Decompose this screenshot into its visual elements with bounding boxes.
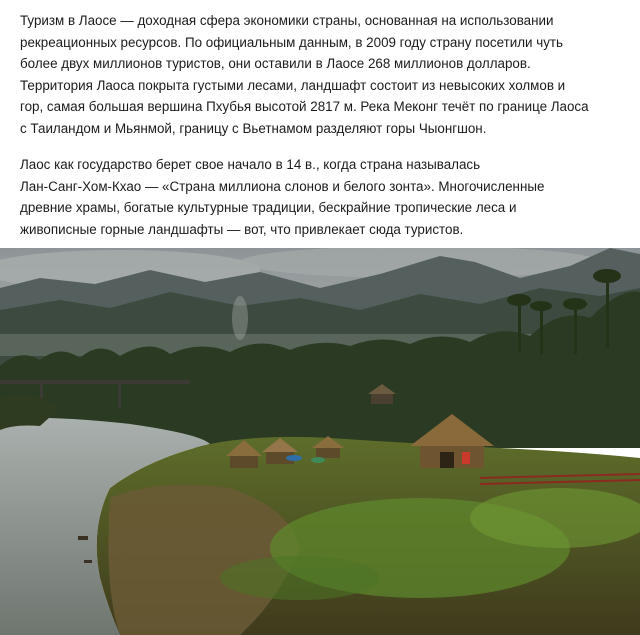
text-line: живописные горные ландшафты — вот, что привлекает сюда туристов. [20, 221, 464, 237]
text-line: Лаос как государство берет свое начало в 14 в., когда страна называлась [20, 157, 481, 172]
paragraph-history [20, 154, 632, 240]
smoke [232, 296, 248, 340]
text-line: древние храмы, богатые культурные традиции, бескрайние тропические леса и [20, 200, 517, 216]
paragraph-tourism [20, 10, 632, 140]
text-line: Территория Лаоса покрыта густыми лесами, ландшафт состоит из невысоких холмов и [20, 77, 566, 93]
text-line: с Таиландом и Мьянмой, границу с Вьетнамом разделяют горы Чыонгшон. [20, 120, 487, 136]
text-line: гор, самая большая вершина Пхубья высотой 2817 м. Река Меконг течёт по границе Лаоса [20, 99, 589, 115]
text-line: Лан-Санг-Хом-Кхао — «Страна миллиона слонов и белого зонта». Многочисленные [20, 178, 545, 194]
text-line: рекреационных ресурсов. По официальным данным, в 2009 году страну посетили чуть [20, 34, 563, 50]
grass-patch [220, 556, 380, 600]
text-line: Туризм в Лаосе — доходная сфера экономики страны, основанная на использовании [20, 13, 554, 28]
laos-landscape-photo [0, 248, 640, 635]
text-line: более двух миллионов туристов, они оставили в Лаосе 268 миллионов долларов. [20, 56, 531, 72]
landscape-illustration [0, 248, 640, 635]
